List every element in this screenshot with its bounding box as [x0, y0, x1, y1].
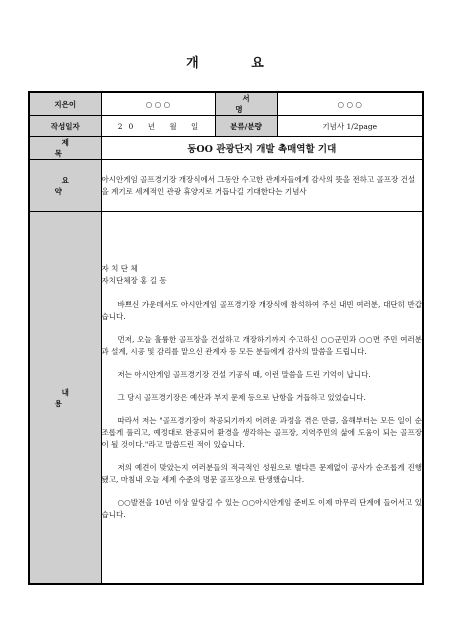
summary-label: 요 약	[29, 160, 101, 212]
author-row	[29, 92, 423, 116]
content-label: 내 용	[29, 212, 101, 585]
name-label: 서 명	[215, 92, 277, 116]
content-row	[29, 212, 423, 585]
category-value: 기념사 1/2page	[277, 116, 423, 137]
date-row	[29, 116, 423, 137]
content-paragraph: ○○발전을 10년 이상 앞당길 수 있는 ○○아시안게임 준비도 이제 마무리 단계에 들어서고 있습니다.	[101, 498, 422, 519]
name-value: ○ ○ ○	[277, 92, 423, 116]
author-label: 지은이	[29, 92, 101, 116]
category-label: 분류/분량	[215, 116, 277, 137]
document-title: 개 요	[186, 56, 288, 71]
summary-row	[29, 160, 423, 212]
content-org: 자 치 단 체	[101, 264, 138, 273]
content-paragraph: 저의 예견이 맞았는지 여러분들의 적극적인 성원으로 별다른 문제없이 공사가 순조롭게 진행됐고, 마침내 오늘 세계 수준의 명문 골프장으로 탄생했습니다.	[101, 463, 422, 484]
summary-form-table	[28, 91, 424, 585]
content-paragraph: 바쁘신 가운데서도 아시안게임 골프경기장 개장식에 참석하여 주신 내빈 여러분, 대단히 반갑습니다.	[101, 300, 422, 321]
subject-row	[29, 137, 423, 160]
content-body	[101, 212, 423, 585]
content-paragraph: 저는 아시안게임 골프경기장 건설 기공식 때, 이런 말씀을 드린 기억이 납니다.	[117, 370, 371, 379]
subject-label: 제 목	[29, 137, 101, 160]
content-sender: 자치단체장 홍 길 동	[101, 276, 167, 285]
author-value: ○ ○ ○	[101, 92, 215, 116]
date-label: 작성일자	[29, 116, 101, 137]
subject-value: 동OO 관광단지 개발 촉매역할 기대	[101, 137, 423, 160]
content-paragraph: 그 당시 골프경기장은 예산과 부지 문제 등으로 난항을 거듭하고 있었습니다.	[117, 393, 366, 402]
date-value: 20 년 월 일	[101, 116, 215, 137]
content-paragraph: 따라서 저는 "골프경기장이 착공되기까지 어려운 과정을 겪은 만큼, 올해부터는 모든 일이 순조롭게 풀리고, 예정대로 완공되어 환경을 생각하는 골프장, 지역주민의 삶에 도움이 되는 골프장이 될 것이다."라고 말씀드린 적이 있습니다.	[101, 416, 422, 449]
content-paragraph: 먼저, 오늘 훌륭한 골프장을 건설하고 개장하기까지 수고하신 ○○군민과 ○○면 주민 여러분과 설계, 시공 및 감리를 맡으신 관계자 등 모든 분들에게 감사의 말씀을 드립니다.	[101, 335, 422, 356]
summary-text: 아시안게임 골프경기장 개장식에서 그동안 수고한 관계자들에게 감사의 뜻을 전하고 골프장 건설을 계기로 세계적인 관광 휴양지로 거듭나길 기대한다는 기념사	[101, 160, 423, 212]
